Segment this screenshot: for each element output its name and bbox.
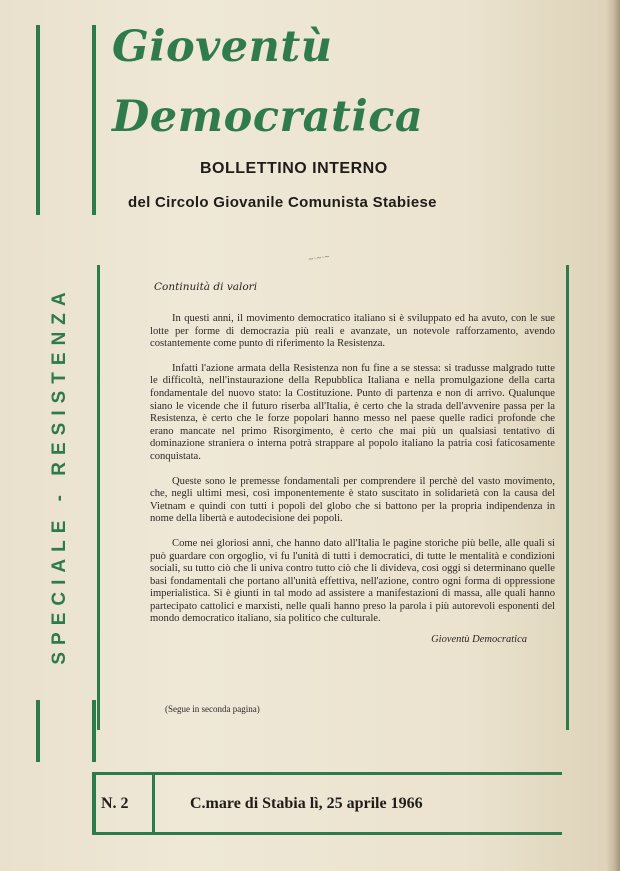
page-edge-shadow bbox=[606, 0, 620, 871]
masthead-subsubtitle: del Circolo Giovanile Comunista Stabiese bbox=[128, 194, 437, 211]
article-paragraph-4: Come nei gloriosi anni, che hanno dato all'Italia le pagine storiche più belle, alle quali si può guardare con orgoglio, vi fu l'unità di tutti i democratici, di tutte le mentalità e condizioni sociali, su tutto ciò che li univa contro tutto ciò che li divideva, così oggi si determinano quelle basi fondamentali che portano all'unità effettiva, nell'azione, contro ogni forma di oppressione imperialistica. Si è giunti in tal modo ad assistere a manifestazioni di massa, alle quali hanno partecipato cattolici e marxisti, nelle quali hanno preso la parola i più autorevoli esponenti del mondo democratico italiano, sia politico che culturale. bbox=[150, 537, 555, 625]
article-paragraph-2: Infatti l'azione armata della Resistenza non fu fine a se stessa: si tradusse malgrado tutte le difficoltà, nell'instaurazione della Repubblica Italiana e nella promulgazione della carta fondamentale del nuovo stato: la Costituzione. Punto di partenza e non di arrivo. Qualunque siano le vicende che il futuro riserba all'Italia, è certo che la strada dell'avvenire passa per la Resistenza, è certo che le forze popolari hanno messo nel paese quelle radici profonde che erano mancate nel primo Risorgimento, è certo che mai più un qualsiasi tentativo di dominazione straniera o interna potrà strappare al popolo italiano la patria così faticosamente conquistata. bbox=[150, 362, 555, 462]
footer-left-rule bbox=[92, 772, 96, 835]
article-heading: Continuità di valori bbox=[154, 281, 258, 293]
place-date: C.mare di Stabia lì, 25 aprile 1966 bbox=[190, 795, 423, 812]
continued-note: (Segue in seconda pagina) bbox=[165, 704, 260, 714]
article-left-rule bbox=[97, 265, 100, 730]
left-inner-bar-lower bbox=[92, 700, 96, 762]
footer-divider-rule bbox=[152, 772, 155, 835]
article-paragraph-1: In questi anni, il movimento democratico italiano si è sviluppato ed ha avuto, con le sue lotte per forme di democrazia più reali e avanzate, un notevole rafforzamento, avendo costantemente come punto di riferimento la Resistenza. bbox=[150, 313, 555, 350]
article-body bbox=[150, 313, 555, 626]
issue-number: N. 2 bbox=[101, 795, 129, 812]
masthead-title-line1: Gioventù bbox=[112, 22, 333, 72]
article bbox=[150, 281, 555, 645]
masthead-title-line2: Democratica bbox=[112, 92, 424, 142]
article-paragraph-3: Queste sono le premesse fondamentali per comprendere il perchè del vasto movimento, che, negli ultimi mesi, così imponentemente è stato suscitato in solidarietà con la causa del Vietnam e quindi con tutti i popoli del globo che si battono per la propria indipendenza in nome della libertà e autodecisione dei popoli. bbox=[150, 475, 555, 525]
left-inner-bar bbox=[92, 25, 96, 215]
masthead-subtitle: BOLLETTINO INTERNO bbox=[200, 160, 388, 177]
left-outer-bar-lower bbox=[36, 700, 40, 762]
faint-stamp-mark: ~·~·~ bbox=[307, 252, 331, 264]
side-label: SPECIALE - RESISTENZA bbox=[49, 285, 70, 665]
article-signature: Gioventù Democratica bbox=[431, 634, 527, 646]
article-right-rule bbox=[566, 265, 569, 730]
footer-top-rule bbox=[92, 772, 562, 775]
left-outer-bar bbox=[36, 25, 40, 215]
footer-bottom-rule bbox=[92, 832, 562, 835]
